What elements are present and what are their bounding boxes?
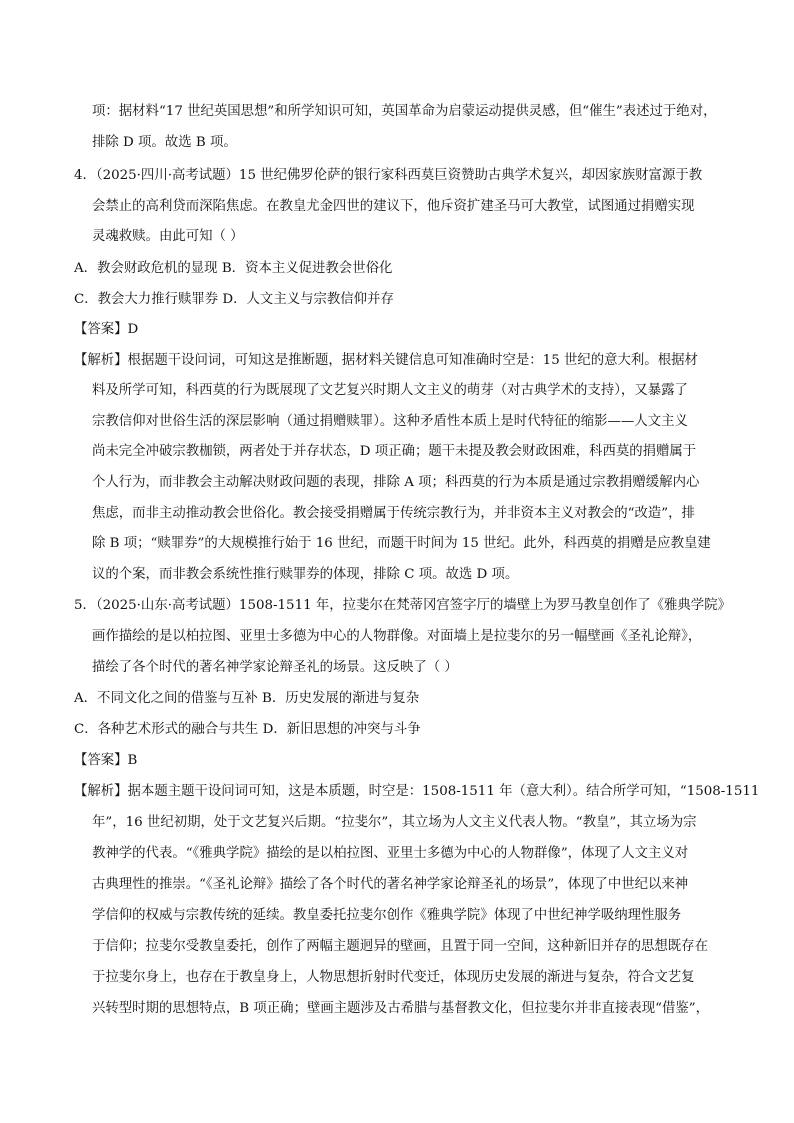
text-line: 古典理性的推崇。“《圣礼论辩》描绘了各个时代的著名神学家论辩圣礼的场景”，体现了中世纪以来神 — [92, 877, 689, 892]
text-line: 尚未完全冲破宗教枷锁，两者处于并存状态，D 项正确；题干未提及教会财政困难，科西莫的捐赠属于 — [92, 444, 697, 459]
text-line: 会禁止的高利贷而深陷焦虑。在教皇尤金四世的建议下，他斥资扩建圣马可大教堂，试图通过捐赠实现 — [92, 199, 695, 214]
text-line: 宗教信仰对世俗生活的深层影响（通过捐赠赎罪）。这种矛盾性本质上是时代特征的缩影——人文主义 — [92, 414, 688, 429]
option-line: A．教会财政危机的显现 B．资本主义促进教会世俗化 — [74, 261, 393, 276]
answer-label: 【答案】B — [74, 753, 138, 768]
text-line: 兴转型时期的思想特点，B 项正确；壁画主题涉及古希腊与基督教文化，但拉斐尔并非直接表现“借鉴”， — [92, 1001, 709, 1016]
text-line: 描绘了各个时代的著名神学家论辩圣礼的场景。这反映了（ ） — [92, 660, 458, 675]
text-line: 个人行为，而非教会主动解决财政问题的表现，排除 A 项；科西莫的行为本质是通过宗教捐赠缓解内心 — [92, 475, 700, 490]
question-5-stem: 5．（2025·山东·高考试题）1508-1511 年，拉斐尔在梵蒂冈宫签字厅的墙壁上为罗马教皇创作了《雅典学院》 — [74, 598, 731, 613]
option-line: C．教会大力推行赎罪券 D．人文主义与宗教信仰并存 — [74, 292, 394, 307]
text-line: 年”，16 世纪初期，处于文艺复兴后期。“拉斐尔”，其立场为人文主义代表人物。“教皇”，其立场为宗 — [92, 815, 697, 830]
text-line: 教神学的代表。“《雅典学院》描绘的是以柏拉图、亚里士多德为中心的人物群像”，体现了人文主义对 — [92, 846, 689, 861]
text-line: 画作描绘的是以柏拉图、亚里士多德为中心的人物群像。对面墙上是拉斐尔的另一幅壁画《圣礼论辩》， — [92, 629, 702, 644]
text-line: 议的个案，而非教会系统性推行赎罪券的体现，排除 C 项。故选 D 项。 — [92, 567, 519, 582]
text-line: 除 B 项；“赎罪券”的大规模推行始于 16 世纪，而题干时间为 15 世纪。此外，科西莫的捐赠是应教皇建 — [92, 536, 711, 551]
text-line: 灵魂救赎。由此可知（ ） — [92, 229, 244, 244]
text-line: 项：据材料“17 世纪英国思想”和所学知识可知，英国革命为启蒙运动提供灵感，但“催生”表述过于绝对， — [92, 104, 717, 119]
text-line: 焦虑，而非主动推动教会世俗化。教会接受捐赠属于传统宗教行为，并非资本主义对教会的“改造”，排 — [92, 506, 695, 521]
text-line: 料及所学可知，科西莫的行为既展现了文艺复兴时期人文主义的萌芽（对古典学术的支持），又暴露了 — [92, 383, 688, 398]
option-line: A．不同文化之间的借鉴与互补 B．历史发展的渐进与复杂 — [74, 691, 420, 706]
text-line: 学信仰的权威与宗教传统的延续。教皇委托拉斐尔创作《雅典学院》体现了中世纪神学吸纳理性服务 — [92, 908, 682, 923]
text-line: 于信仰；拉斐尔受教皇委托，创作了两幅主题迥异的壁画，且置于同一空间，这种新旧并存的思想既存在 — [92, 939, 708, 954]
option-line: C．各种艺术形式的融合与共生 D．新旧思想的冲突与斗争 — [74, 722, 421, 737]
answer-label: 【答案】D — [74, 322, 139, 337]
analysis-line: 【解析】据本题主题干设问词可知，这是本质题，时空是：1508-1511 年（意大利）。结合所学可知，“1508-1511 — [74, 784, 760, 799]
text-line: 于拉斐尔身上，也存在于教皇身上，人物思想折射时代变迁，体现历史发展的渐进与复杂，符合文艺复 — [92, 970, 695, 985]
question-4-stem: 4．（2025·四川·高考试题）15 世纪佛罗伦萨的银行家科西莫巨资赞助古典学术复兴，却因家族财富源于教 — [74, 168, 703, 183]
text-line: 排除 D 项。故选 B 项。 — [92, 135, 237, 150]
analysis-line: 【解析】根据题干设问词，可知这是推断题，据材料关键信息可知准确时空是：15 世纪的意大利。根据材 — [74, 353, 698, 368]
